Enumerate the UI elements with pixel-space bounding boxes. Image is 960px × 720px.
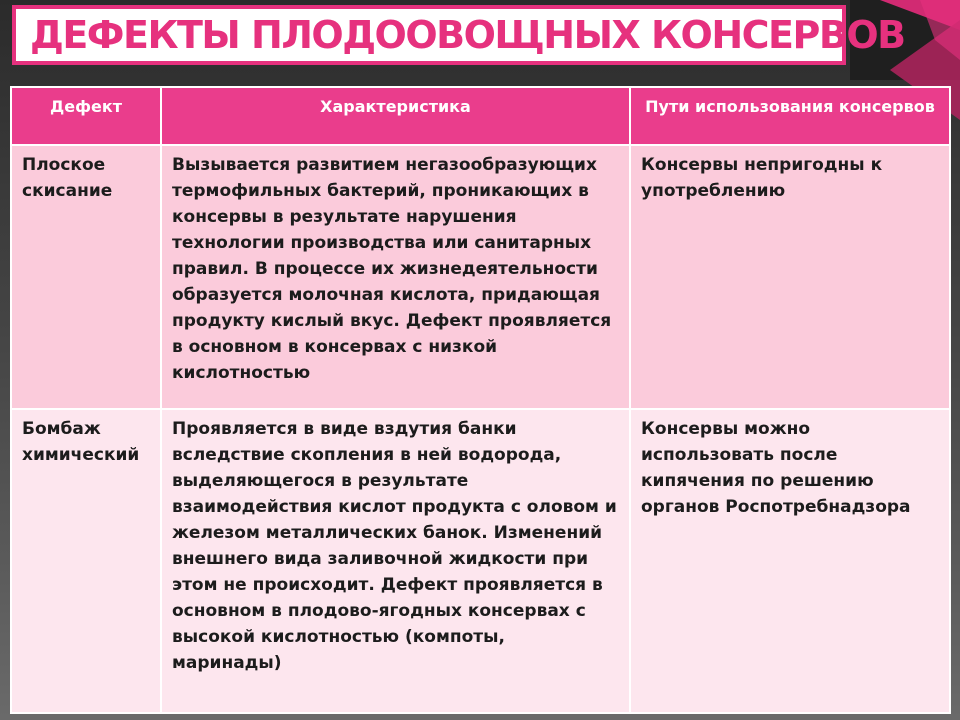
defect-description: Вызывается развитием негазообразующих термофильных бактерий, проникающих в консервы в результате нарушения технологии производства или санитарных правил. В процессе их жизнедеятельности образуется молочная кислота, придающая продукту кислый вкус. Дефект проявляется в основном в консервах с низкой кислотностью [172,155,612,383]
header-characteristic: Характеристика [161,87,630,145]
title-box [12,5,905,65]
table-row [11,409,950,713]
header-usage: Пути использования консервов [630,87,950,145]
description-cell [161,409,630,713]
defect-name: Плоское скисание [22,155,113,201]
defect-cell [11,409,161,713]
table-row [11,145,950,409]
defect-cell [11,145,161,409]
defects-table [10,86,951,714]
header-defect: Дефект [11,87,161,145]
defect-name: Бомбаж химический [22,419,140,465]
table-header-row [11,87,950,145]
usage-cell [630,145,950,409]
usage-text: Консервы непригодны к употреблению [641,155,883,201]
description-cell [161,145,630,409]
usage-text: Консервы можно использовать после кипячения по решению органов Роспотребнадзора [641,419,911,517]
usage-cell [630,409,950,713]
page-title: ДЕФЕКТЫ ПЛОДООВОЩНЫХ КОНСЕРВОВ [30,13,905,57]
defect-description: Проявляется в виде вздутия банки вследствие скопления в ней водорода, выделяющегося в результате взаимодействия кислот продукта с оловом и железом металлических банок. Изменений внешнего вида заливочной жидкости при этом не происходит. Дефект проявляется в основном в плодово-ягодных консервах с высокой кислотностью (компоты, маринады) [172,419,617,673]
